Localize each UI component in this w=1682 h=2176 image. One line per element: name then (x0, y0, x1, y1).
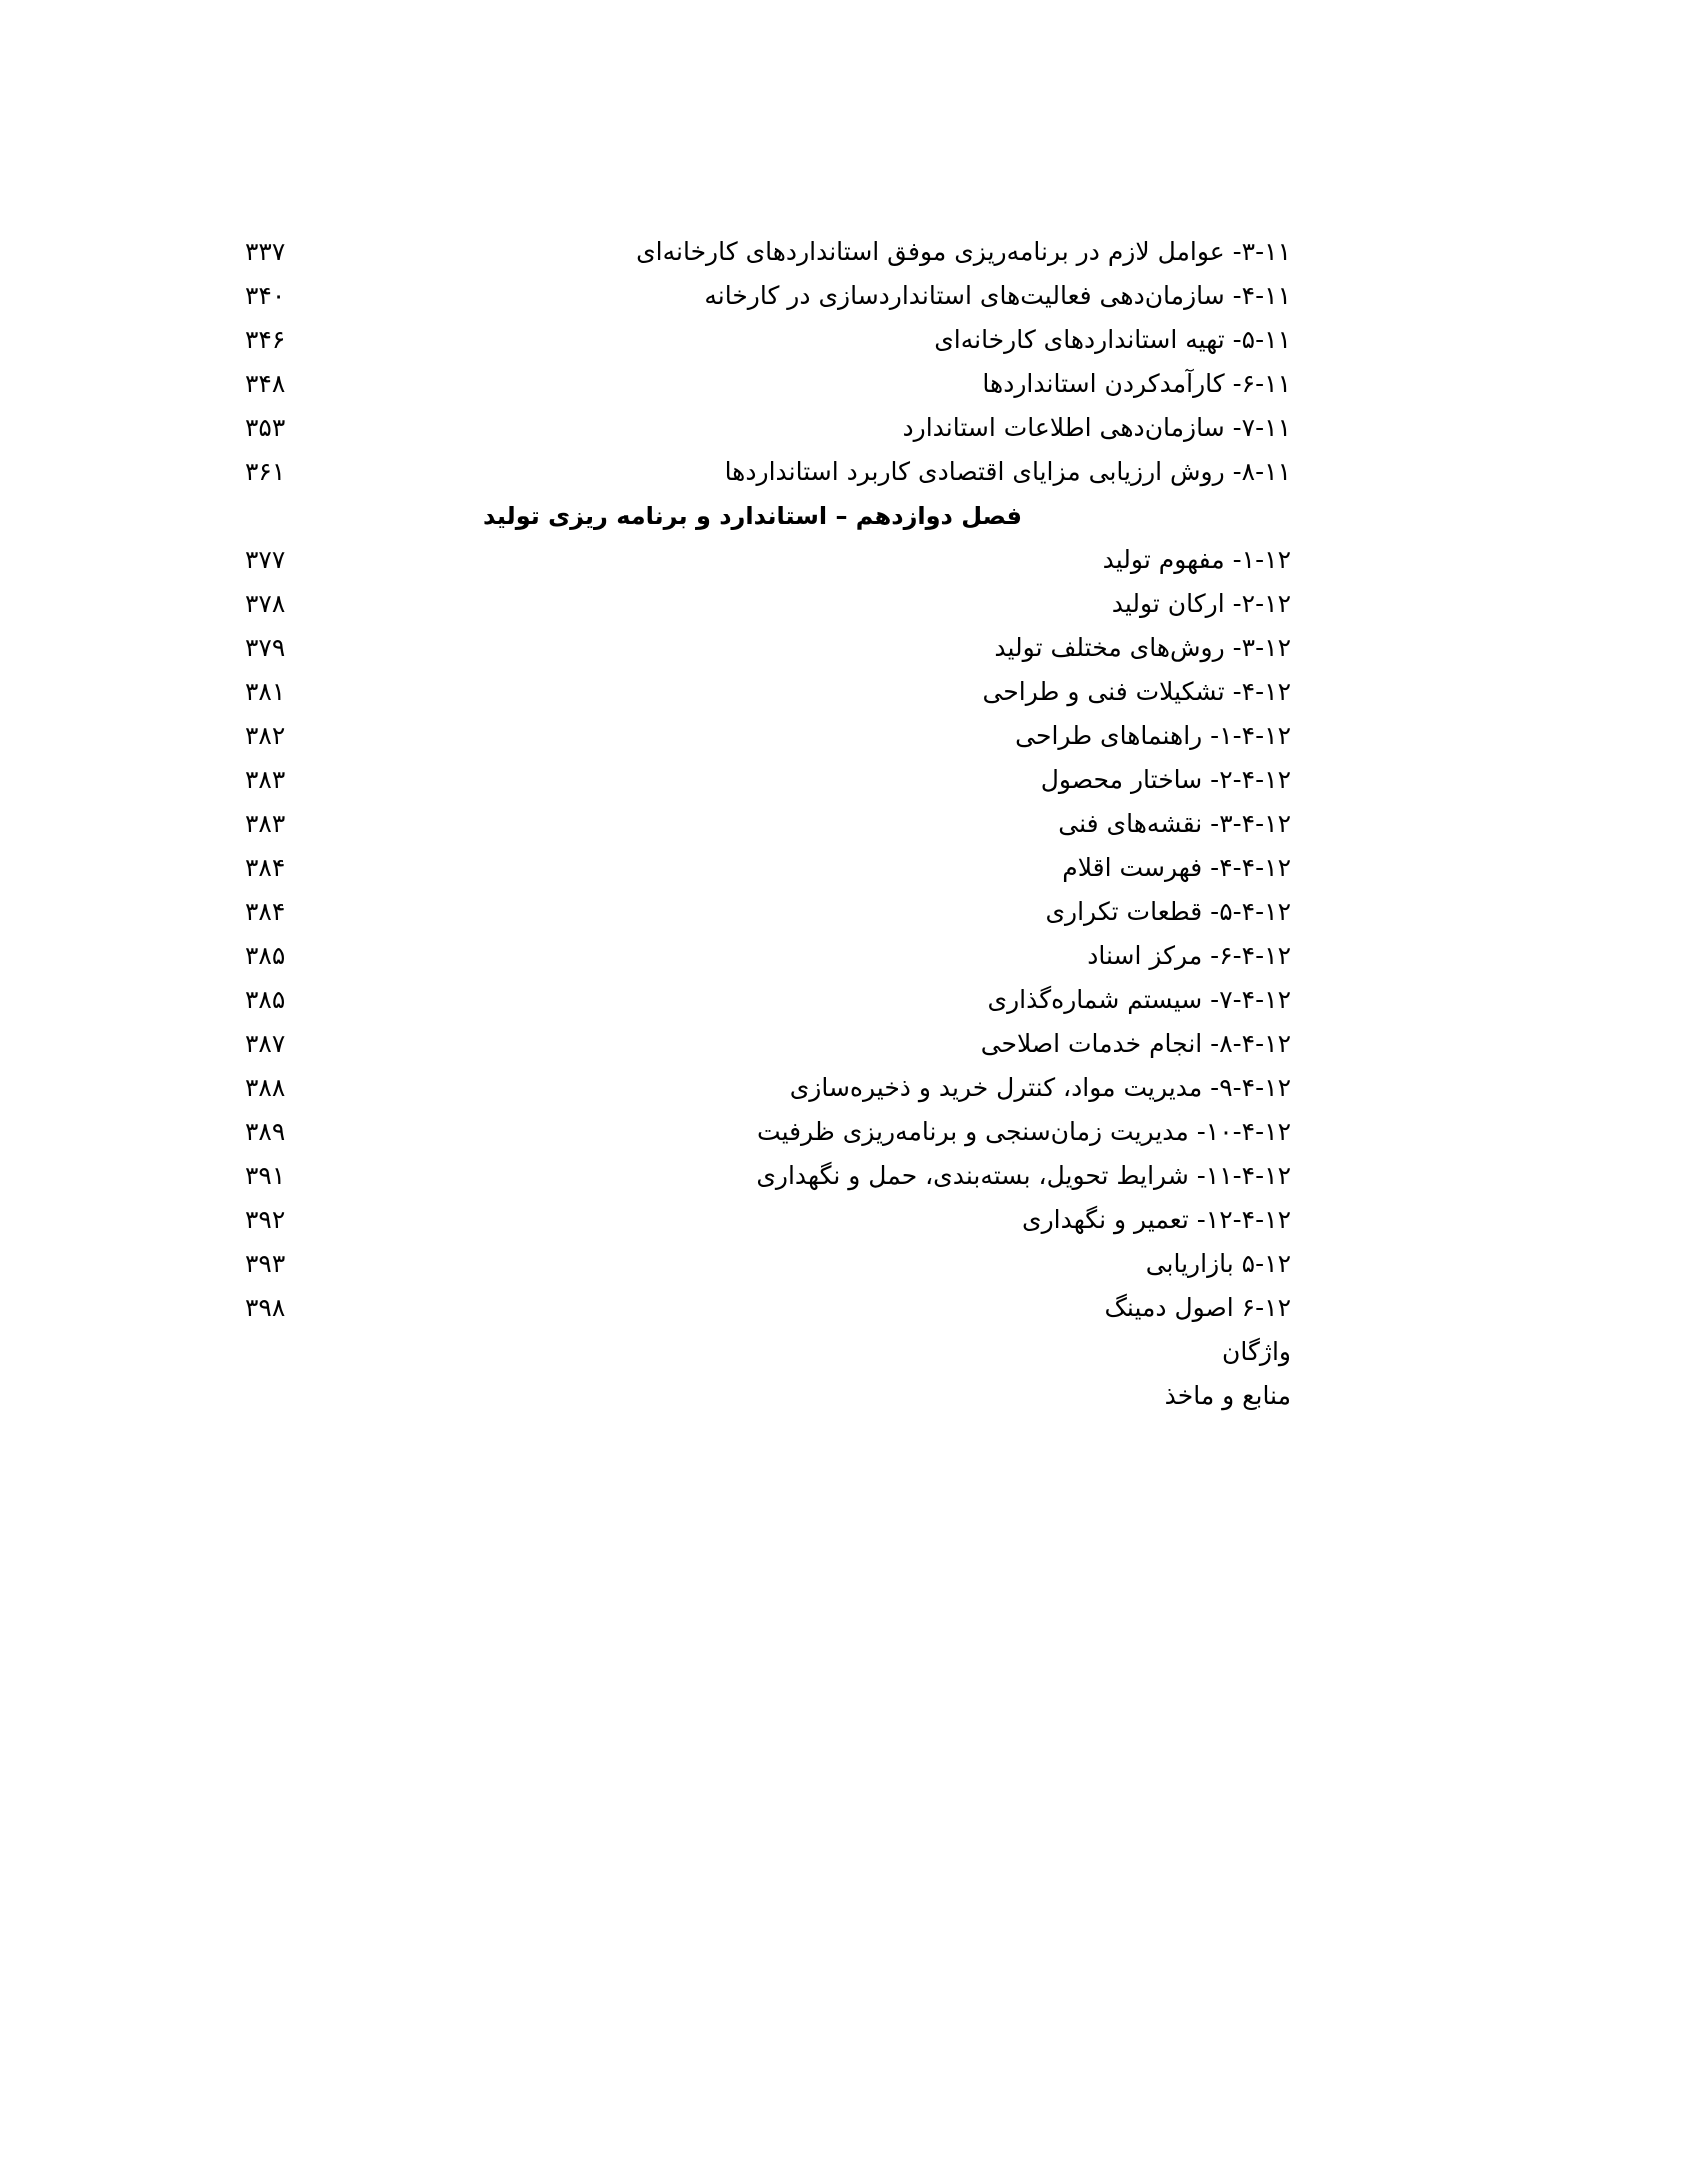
toc-entry-title: ۱۲‏-۴‏-۵‏- قطعات تکراری (1045, 897, 1291, 926)
toc-entry-page: ۳۸۴ (245, 853, 286, 882)
toc-row (245, 538, 1291, 582)
toc-entry-page: ۳۵۳ (245, 413, 286, 442)
toc-entry-title: ۱۲‏-۳‏- روش‌های مختلف تولید (994, 633, 1291, 662)
toc-entry-title: فصل دوازدهم – استاندارد و برنامه ریزی تولید (483, 502, 1022, 530)
toc-row (245, 1242, 1291, 1286)
toc-row (245, 1154, 1291, 1198)
toc-entry-page: ۳۸۹ (245, 1117, 286, 1146)
toc-row (245, 1110, 1291, 1154)
toc-entry-page: ۳۹۸ (245, 1293, 286, 1322)
toc-entry-title: ۱۲‏-۵ بازاریابی (1145, 1249, 1291, 1278)
toc-entry-title: ۱۲‏-۴‏-۱۱‏- شرایط تحویل، بسته‌بندی، حمل و نگهداری (756, 1161, 1291, 1190)
toc-entry-page: ۳۴۸ (245, 369, 286, 398)
toc-row (245, 1022, 1291, 1066)
toc-entry-title: ۱۲‏-۱‏- مفهوم تولید (1102, 545, 1291, 574)
toc-row (245, 934, 1291, 978)
toc-entry-page: ۳۹۱ (245, 1161, 286, 1190)
toc-row (245, 978, 1291, 1022)
toc-row (245, 758, 1291, 802)
toc-entry-page: ۳۳۷ (245, 237, 286, 266)
toc-entry-page: ۳۸۳ (245, 809, 286, 838)
toc-entry-title: ۱۲‏-۴‏-۱۰‏- مدیریت زمان‌سنجی و برنامه‌ریزی ظرفیت (757, 1117, 1291, 1146)
toc-entry-page: ۳۷۷ (245, 545, 286, 574)
toc-entry-title: ۱۲‏-۴‏-۱‏- راهنماهای طراحی (1015, 721, 1291, 750)
toc-row (245, 1374, 1291, 1418)
toc-row (245, 714, 1291, 758)
toc-row (245, 582, 1291, 626)
toc-entry-page: ۳۹۲ (245, 1205, 286, 1234)
toc-entry-title: واژگان (1222, 1337, 1291, 1366)
toc-entry-page: ۳۷۸ (245, 589, 286, 618)
toc-row (245, 406, 1291, 450)
toc-entry-title: ۱۱‏-۴‏- سازمان‌دهی فعالیت‌های استانداردسازی در کارخانه (704, 281, 1291, 310)
toc-row (245, 1198, 1291, 1242)
toc-row (245, 1330, 1291, 1374)
toc-entry-title: ۱۲‏-۲‏- ارکان تولید (1111, 589, 1291, 618)
toc-entry-page: ۳۷۹ (245, 633, 286, 662)
toc-entry-page: ۳۸۸ (245, 1073, 286, 1102)
toc-row (245, 890, 1291, 934)
toc-entry-page: ۳۸۷ (245, 1029, 286, 1058)
toc-entry-title: ۱۱‏-۶‏- کارآمدکردن استانداردها (982, 369, 1291, 398)
toc-entry-title: ۱۲‏-۴‏-۲‏- ساختار محصول (1040, 765, 1291, 794)
toc-entry-title: ۱۱‏-۷‏- سازمان‌دهی اطلاعات استاندارد (902, 413, 1291, 442)
toc-entry-page: ۳۸۵ (245, 985, 286, 1014)
toc-entry-title: ۱۱‏-۳‏- عوامل لازم در برنامه‌ریزی موفق استانداردهای کارخانه‌ای (636, 237, 1291, 266)
toc-entry-title: ۱۲‏-۴‏-۱۲‏- تعمیر و نگهداری (1022, 1205, 1291, 1234)
toc-row (245, 670, 1291, 714)
toc-entry-title: ۱۱‏-۵‏- تهیه استانداردهای کارخانه‌ای (934, 325, 1291, 354)
toc-entry-page: ۳۸۳ (245, 765, 286, 794)
toc-entry-title: ۱۲‏-۴‏-۶‏- مرکز اسناد (1087, 941, 1291, 970)
toc-entry-title: ۱۲‏-۴‏- تشکیلات فنی و طراحی (982, 677, 1291, 706)
toc-row (245, 362, 1291, 406)
toc-row (245, 274, 1291, 318)
toc-entry-title: ۱۲‏-۴‏-۳‏- نقشه‌های فنی (1058, 809, 1291, 838)
toc-row (245, 318, 1291, 362)
toc-entry-page: ۳۸۴ (245, 897, 286, 926)
toc-entry-title: منابع و ماخذ (1164, 1381, 1291, 1410)
toc-entry-page: ۳۴۰ (245, 281, 286, 310)
toc-entry-page: ۳۹۳ (245, 1249, 286, 1278)
toc-entry-page: ۳۸۱ (245, 677, 286, 706)
toc-entry-title: ۱۲‏-۶ اصول دمینگ (1104, 1293, 1291, 1322)
toc-chapter-heading (245, 494, 1291, 538)
toc-row (245, 846, 1291, 890)
toc-entry-page: ۳۸۲ (245, 721, 286, 750)
toc-entry-title: ۱۱‏-۸‏- روش ارزیابی مزایای اقتصادی کاربرد استانداردها (724, 457, 1291, 486)
toc-row (245, 1286, 1291, 1330)
toc-row (245, 802, 1291, 846)
toc-row (245, 230, 1291, 274)
toc-entry-title: ۱۲‏-۴‏-۴‏- فهرست اقلام (1062, 853, 1291, 882)
toc-row (245, 1066, 1291, 1110)
toc-entry-page: ۳۴۶ (245, 325, 286, 354)
toc-entry-title: ۱۲‏-۴‏-۸‏- انجام خدمات اصلاحی (980, 1029, 1291, 1058)
toc-entry-title: ۱۲‏-۴‏-۹‏- مدیریت مواد، کنترل خرید و ذخیره‌سازی (789, 1073, 1291, 1102)
toc-entry-page: ۳۸۵ (245, 941, 286, 970)
toc-list (245, 230, 1291, 1418)
toc-row (245, 450, 1291, 494)
toc-row (245, 626, 1291, 670)
toc-entry-page: ۳۶۱ (245, 457, 286, 486)
toc-entry-title: ۱۲‏-۴‏-۷‏- سیستم شماره‌گذاری (987, 985, 1291, 1014)
